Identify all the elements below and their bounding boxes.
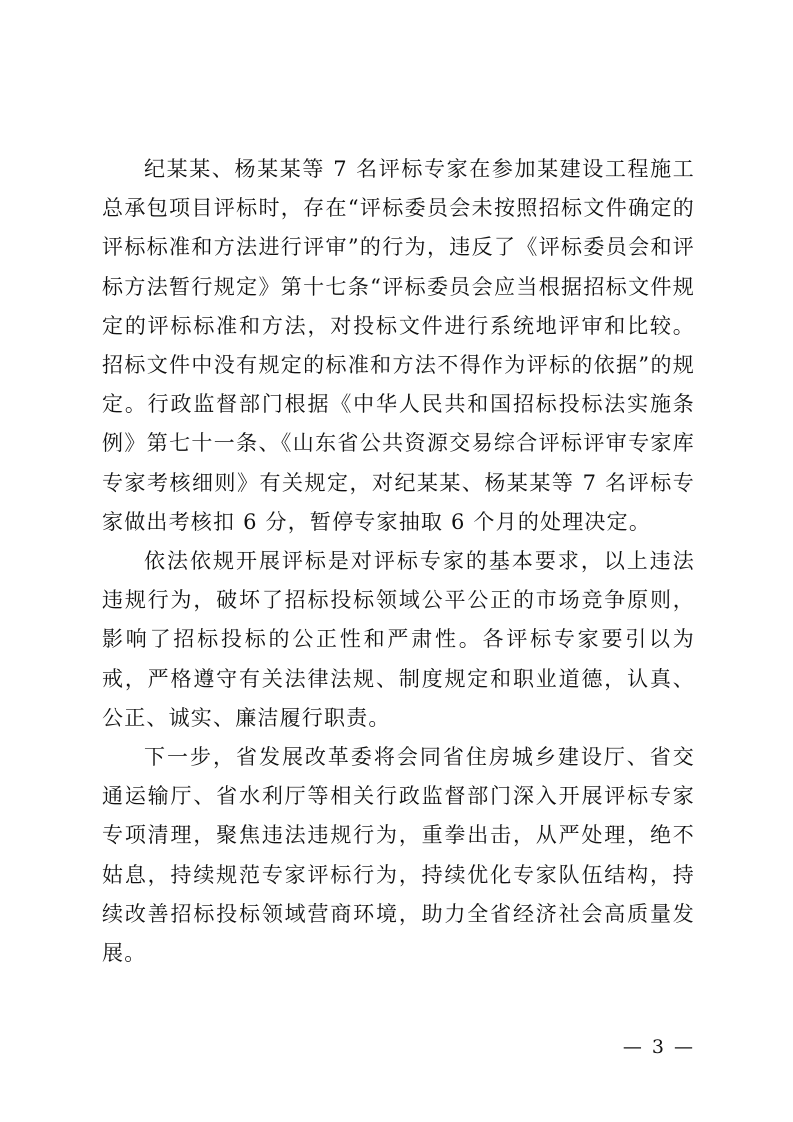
document-body	[102, 150, 695, 973]
paragraph-expert-penalty: 纪某某、杨某某等 7 名评标专家在参加某建设工程施工总承包项目评标时，存在“评标委员会未按照招标文件确定的评标标准和方法进行评审”的行为，违反了《评标委员会和评标方法暂行规定》第十七条“评标委员会应当根据招标文件规定的评标标准和方法，对投标文件进行系统地评审和比较。招标文件中没有规定的标准和方法不得作为评标的依据”的规定。行政监督部门根据《中华人民共和国招标投标法实施条例》第七十一条、《山东省公共资源交易综合评标评审专家库专家考核细则》有关规定，对纪某某、杨某某等 7 名评标专家做出考核扣 6 分，暂停专家抽取 6 个月的处理决定。	[102, 157, 695, 534]
paragraph-requirements: 依法依规开展评标是对评标专家的基本要求，以上违法违规行为，破坏了招标投标领域公平公正的市场竞争原则，影响了招标投标的公正性和严肃性。各评标专家要引以为戒，严格遵守有关法律法规、制度规定和职业道德，认真、公正、诚实、廉洁履行职责。	[102, 549, 695, 730]
paragraph-next-steps: 下一步，省发展改革委将会同省住房城乡建设厅、省交通运输厅、省水利厅等相关行政监督部门深入开展评标专家专项清理，聚焦违法违规行为，重拳出击，从严处理，绝不姑息，持续规范专家评标行为，持续优化专家队伍结构，持续改善招标投标领域营商环境，助力全省经济社会高质量发展。	[102, 745, 695, 966]
page-number: — 3 —	[622, 1036, 695, 1058]
